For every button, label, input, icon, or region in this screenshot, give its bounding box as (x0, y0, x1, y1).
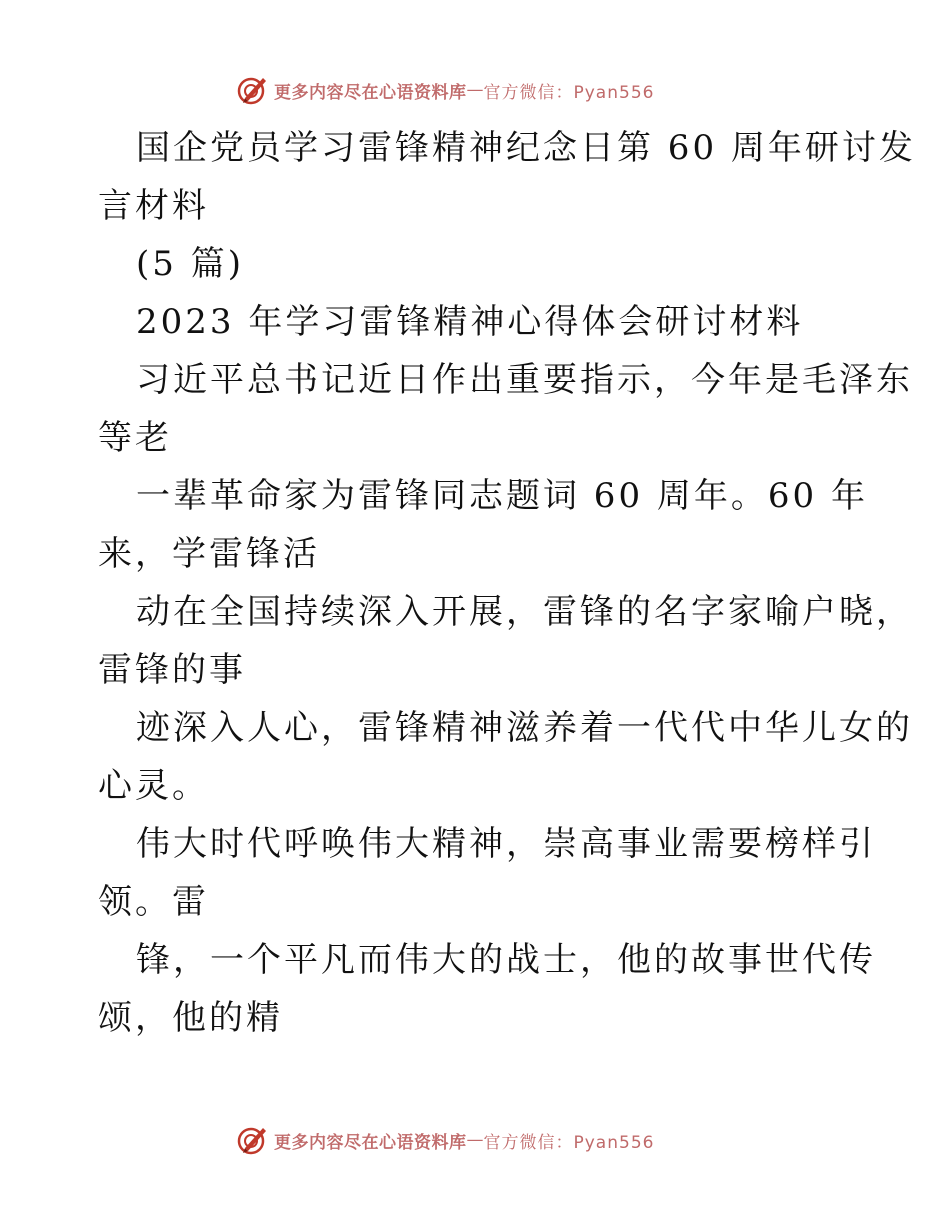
section-heading: 2023 年学习雷锋精神心得体会研讨材料 (136, 302, 804, 342)
paragraph-line: 锋，一个平凡而伟大的战士，他的故事世代传 (136, 940, 876, 980)
paragraph-line: 雷锋的事 (98, 650, 246, 690)
paragraph-line: 伟大时代呼唤伟大精神，崇高事业需要榜样引 (136, 824, 876, 864)
footer-banner (236, 1123, 654, 1157)
paragraph-line: 颂，他的精 (98, 998, 283, 1038)
subtitle-count: (5 篇) (136, 244, 244, 284)
banner-text: 更多内容尽在心语资料库 (274, 82, 467, 103)
title-line-1: 国企党员学习雷锋精神纪念日第 60 周年研讨发 (136, 128, 916, 168)
banner-separator: — (466, 80, 484, 100)
paragraph-line: 迹深入人心，雷锋精神滋养着一代代中华儿女的 (136, 708, 913, 748)
banner-wechat: 官方微信：Pyan556 (483, 82, 655, 103)
title-line-2: 言材料 (98, 186, 209, 226)
paragraph-line: 一辈革命家为雷锋同志题词 60 周年。60 年 (136, 476, 868, 516)
paragraph-line: 习近平总书记近日作出重要指示，今年是毛泽东 (136, 360, 913, 400)
banner-text: 更多内容尽在心语资料库 (274, 1132, 467, 1153)
paragraph-line: 动在全国持续深入开展，雷锋的名字家喻户晓， (136, 592, 913, 632)
paragraph-line: 来，学雷锋活 (98, 534, 320, 574)
paragraph-line: 等老 (98, 418, 172, 458)
pen-logo-icon (236, 74, 268, 106)
paragraph-line: 领。雷 (98, 882, 209, 922)
header-banner (236, 73, 654, 107)
banner-separator: — (466, 1130, 484, 1150)
pen-logo-icon (236, 1124, 268, 1156)
banner-wechat: 官方微信：Pyan556 (483, 1132, 655, 1153)
paragraph-line: 心灵。 (98, 766, 209, 806)
